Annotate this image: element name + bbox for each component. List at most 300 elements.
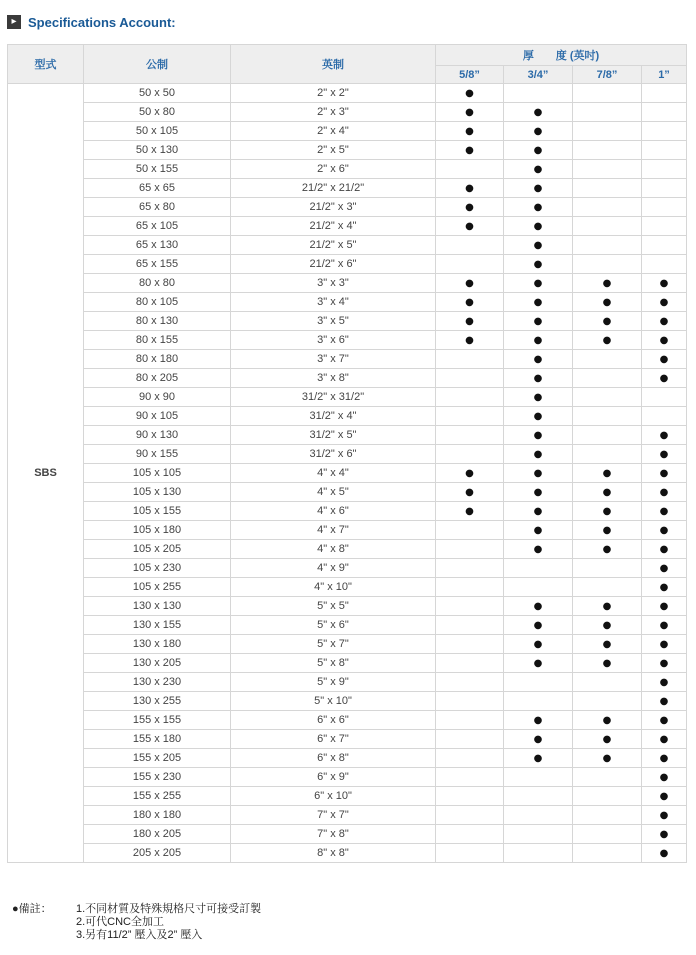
- thickness-cell: [573, 692, 642, 711]
- availability-dot: ●: [659, 848, 669, 859]
- availability-dot: ●: [533, 259, 543, 270]
- availability-dot: ●: [533, 449, 543, 460]
- availability-dot: ●: [533, 601, 543, 612]
- thickness-cell: [573, 616, 642, 635]
- table-row: [8, 578, 687, 597]
- thickness-cell: [573, 787, 642, 806]
- availability-dot: ●: [533, 202, 543, 213]
- thickness-cell: [436, 141, 504, 160]
- availability-dot: ●: [659, 468, 669, 479]
- thickness-cell: [436, 84, 504, 103]
- thickness-cell: [504, 578, 573, 597]
- metric-cell: 65 x 80: [84, 198, 231, 217]
- availability-dot: ●: [465, 145, 474, 156]
- header-model: 型式: [8, 45, 84, 84]
- availability-dot: ●: [533, 430, 543, 441]
- metric-cell: 50 x 80: [84, 103, 231, 122]
- table-row: [8, 749, 687, 768]
- metric-cell: 155 x 255: [84, 787, 231, 806]
- thickness-cell: [642, 483, 687, 502]
- table-row: [8, 103, 687, 122]
- thickness-cell: [573, 578, 642, 597]
- thickness-cell: [642, 673, 687, 692]
- table-row: [8, 464, 687, 483]
- table-row: [8, 331, 687, 350]
- imperial-cell: 6" x 9": [231, 768, 436, 787]
- notes-list: [76, 903, 476, 942]
- thickness-cell: [642, 787, 687, 806]
- thickness-cell: [436, 369, 504, 388]
- metric-cell: 105 x 105: [84, 464, 231, 483]
- metric-cell: 130 x 155: [84, 616, 231, 635]
- thickness-cell: [504, 521, 573, 540]
- thickness-cell: [642, 635, 687, 654]
- metric-cell: 105 x 180: [84, 521, 231, 540]
- metric-cell: 155 x 205: [84, 749, 231, 768]
- model-cell: SBS: [8, 84, 84, 863]
- thickness-cell: [642, 236, 687, 255]
- table-row: [8, 692, 687, 711]
- thickness-cell: [573, 312, 642, 331]
- thickness-cell: [504, 179, 573, 198]
- section-header: [7, 12, 176, 32]
- thickness-cell: [573, 426, 642, 445]
- table-row: [8, 407, 687, 426]
- availability-dot: ●: [659, 316, 669, 327]
- thickness-cell: [436, 521, 504, 540]
- thickness-cell: [504, 692, 573, 711]
- imperial-cell: 6" x 7": [231, 730, 436, 749]
- availability-dot: ●: [465, 107, 474, 118]
- thickness-cell: [642, 578, 687, 597]
- availability-dot: ●: [533, 715, 543, 726]
- availability-dot: ●: [602, 297, 612, 308]
- thickness-cell: [436, 711, 504, 730]
- metric-cell: 155 x 180: [84, 730, 231, 749]
- availability-dot: ●: [465, 183, 474, 194]
- availability-dot: ●: [533, 278, 543, 289]
- metric-cell: 105 x 255: [84, 578, 231, 597]
- thickness-cell: [436, 331, 504, 350]
- thickness-cell: [642, 445, 687, 464]
- availability-dot: ●: [533, 525, 543, 536]
- thickness-cell: [573, 806, 642, 825]
- imperial-cell: 5" x 7": [231, 635, 436, 654]
- availability-dot: ●: [659, 487, 669, 498]
- imperial-cell: 31/2" x 6": [231, 445, 436, 464]
- header-thickness-3-4: 3/4”: [504, 66, 573, 84]
- thickness-cell: [573, 635, 642, 654]
- imperial-cell: 2" x 4": [231, 122, 436, 141]
- table-row: [8, 673, 687, 692]
- thickness-cell: [642, 692, 687, 711]
- availability-dot: ●: [659, 430, 669, 441]
- availability-dot: ●: [533, 753, 543, 764]
- availability-dot: ●: [659, 639, 669, 650]
- table-row: [8, 179, 687, 198]
- imperial-cell: 21/2" x 6": [231, 255, 436, 274]
- thickness-cell: [642, 616, 687, 635]
- metric-cell: 105 x 155: [84, 502, 231, 521]
- availability-dot: ●: [602, 525, 612, 536]
- thickness-cell: [573, 711, 642, 730]
- thickness-cell: [642, 806, 687, 825]
- table-row: [8, 502, 687, 521]
- availability-dot: ●: [659, 829, 669, 840]
- metric-cell: 180 x 205: [84, 825, 231, 844]
- imperial-cell: 3" x 4": [231, 293, 436, 312]
- availability-dot: ●: [602, 658, 612, 669]
- thickness-cell: [436, 559, 504, 578]
- thickness-cell: [436, 350, 504, 369]
- thickness-cell: [504, 540, 573, 559]
- metric-cell: 50 x 105: [84, 122, 231, 141]
- thickness-cell: [573, 825, 642, 844]
- metric-cell: 65 x 155: [84, 255, 231, 274]
- table-row: [8, 616, 687, 635]
- thickness-cell: [573, 407, 642, 426]
- thickness-cell: [573, 483, 642, 502]
- imperial-cell: 5" x 5": [231, 597, 436, 616]
- thickness-cell: [504, 122, 573, 141]
- thickness-cell: [436, 673, 504, 692]
- thickness-cell: [573, 597, 642, 616]
- thickness-cell: [573, 236, 642, 255]
- thickness-cell: [642, 844, 687, 863]
- availability-dot: ●: [659, 772, 669, 783]
- thickness-cell: [642, 293, 687, 312]
- imperial-cell: 6" x 8": [231, 749, 436, 768]
- header-thickness: 厚 度 (英吋): [436, 45, 687, 66]
- metric-cell: 130 x 180: [84, 635, 231, 654]
- metric-cell: 180 x 180: [84, 806, 231, 825]
- thickness-cell: [642, 407, 687, 426]
- table-row: [8, 122, 687, 141]
- thickness-cell: [573, 331, 642, 350]
- thickness-cell: [504, 160, 573, 179]
- table-row: [8, 483, 687, 502]
- thickness-cell: [504, 141, 573, 160]
- availability-dot: ●: [533, 316, 543, 327]
- thickness-cell: [436, 597, 504, 616]
- metric-cell: 50 x 50: [84, 84, 231, 103]
- availability-dot: ●: [659, 696, 669, 707]
- thickness-cell: [436, 692, 504, 711]
- availability-dot: ●: [533, 145, 543, 156]
- availability-dot: ●: [533, 620, 543, 631]
- thickness-cell: [436, 407, 504, 426]
- thickness-cell: [504, 388, 573, 407]
- thickness-cell: [504, 825, 573, 844]
- thickness-cell: [642, 654, 687, 673]
- availability-dot: ●: [465, 468, 474, 479]
- table-row: [8, 274, 687, 293]
- thickness-cell: [573, 179, 642, 198]
- availability-dot: ●: [659, 335, 669, 346]
- availability-dot: ●: [602, 487, 612, 498]
- thickness-cell: [436, 426, 504, 445]
- availability-dot: ●: [659, 544, 669, 555]
- thickness-cell: [573, 445, 642, 464]
- thickness-cell: [642, 122, 687, 141]
- thickness-cell: [642, 369, 687, 388]
- table-row: [8, 426, 687, 445]
- imperial-cell: 31/2" x 5": [231, 426, 436, 445]
- imperial-cell: 21/2" x 21/2": [231, 179, 436, 198]
- table-row: [8, 141, 687, 160]
- table-row: [8, 293, 687, 312]
- thickness-cell: [436, 483, 504, 502]
- thickness-cell: [436, 464, 504, 483]
- imperial-cell: 21/2" x 4": [231, 217, 436, 236]
- table-row: [8, 559, 687, 578]
- availability-dot: ●: [602, 468, 612, 479]
- availability-dot: ●: [465, 297, 474, 308]
- availability-dot: ●: [533, 183, 543, 194]
- metric-cell: 80 x 105: [84, 293, 231, 312]
- thickness-cell: [436, 635, 504, 654]
- availability-dot: ●: [533, 335, 543, 346]
- availability-dot: ●: [533, 221, 543, 232]
- metric-cell: 155 x 230: [84, 768, 231, 787]
- metric-cell: 65 x 65: [84, 179, 231, 198]
- imperial-cell: 31/2" x 31/2": [231, 388, 436, 407]
- thickness-cell: [573, 654, 642, 673]
- metric-cell: 80 x 205: [84, 369, 231, 388]
- availability-dot: ●: [602, 734, 612, 745]
- table-row: [8, 255, 687, 274]
- thickness-cell: [642, 312, 687, 331]
- thickness-cell: [642, 160, 687, 179]
- thickness-cell: [504, 255, 573, 274]
- thickness-cell: [573, 198, 642, 217]
- thickness-cell: [504, 103, 573, 122]
- thickness-cell: [504, 312, 573, 331]
- header-thickness-1: 1”: [642, 66, 687, 84]
- thickness-cell: [642, 825, 687, 844]
- thickness-cell: [504, 293, 573, 312]
- thickness-cell: [436, 293, 504, 312]
- thickness-cell: [573, 84, 642, 103]
- thickness-cell: [504, 350, 573, 369]
- table-row: [8, 445, 687, 464]
- imperial-cell: 7" x 7": [231, 806, 436, 825]
- availability-dot: ●: [602, 278, 612, 289]
- metric-cell: 50 x 155: [84, 160, 231, 179]
- arrow-right-icon: ▸: [7, 15, 21, 29]
- availability-dot: ●: [465, 506, 474, 517]
- thickness-cell: [504, 369, 573, 388]
- thickness-cell: [504, 749, 573, 768]
- availability-dot: ●: [659, 373, 669, 384]
- thickness-cell: [642, 521, 687, 540]
- imperial-cell: 3" x 6": [231, 331, 436, 350]
- thickness-cell: [436, 312, 504, 331]
- imperial-cell: 5" x 6": [231, 616, 436, 635]
- thickness-cell: [573, 350, 642, 369]
- thickness-cell: [436, 806, 504, 825]
- thickness-cell: [504, 407, 573, 426]
- thickness-cell: [573, 559, 642, 578]
- thickness-cell: [642, 711, 687, 730]
- thickness-cell: [504, 426, 573, 445]
- thickness-cell: [573, 673, 642, 692]
- thickness-cell: [436, 825, 504, 844]
- thickness-cell: [642, 350, 687, 369]
- availability-dot: ●: [465, 278, 474, 289]
- imperial-cell: 4" x 7": [231, 521, 436, 540]
- thickness-cell: [504, 616, 573, 635]
- availability-dot: ●: [659, 506, 669, 517]
- availability-dot: ●: [533, 544, 543, 555]
- metric-cell: 65 x 105: [84, 217, 231, 236]
- table-row: [8, 844, 687, 863]
- availability-dot: ●: [533, 107, 543, 118]
- imperial-cell: 3" x 7": [231, 350, 436, 369]
- thickness-cell: [504, 464, 573, 483]
- metric-cell: 90 x 90: [84, 388, 231, 407]
- table-row: [8, 825, 687, 844]
- thickness-cell: [436, 654, 504, 673]
- imperial-cell: 31/2" x 4": [231, 407, 436, 426]
- availability-dot: ●: [533, 506, 543, 517]
- table-row: [8, 350, 687, 369]
- thickness-cell: [504, 483, 573, 502]
- thickness-cell: [573, 293, 642, 312]
- thickness-cell: [573, 103, 642, 122]
- thickness-cell: [642, 103, 687, 122]
- thickness-cell: [504, 502, 573, 521]
- thickness-cell: [573, 160, 642, 179]
- thickness-cell: [573, 388, 642, 407]
- availability-dot: ●: [533, 240, 543, 251]
- thickness-cell: [504, 445, 573, 464]
- table-row: [8, 160, 687, 179]
- imperial-cell: 4" x 4": [231, 464, 436, 483]
- thickness-cell: [642, 274, 687, 293]
- imperial-cell: 2" x 3": [231, 103, 436, 122]
- availability-dot: ●: [602, 753, 612, 764]
- metric-cell: 105 x 230: [84, 559, 231, 578]
- imperial-cell: 4" x 6": [231, 502, 436, 521]
- thickness-cell: [573, 464, 642, 483]
- availability-dot: ●: [465, 126, 474, 137]
- thickness-cell: [642, 255, 687, 274]
- availability-dot: ●: [602, 715, 612, 726]
- thickness-cell: [573, 844, 642, 863]
- metric-cell: 105 x 205: [84, 540, 231, 559]
- header-imperial: 英制: [231, 45, 436, 84]
- imperial-cell: 4" x 8": [231, 540, 436, 559]
- imperial-cell: 5" x 8": [231, 654, 436, 673]
- metric-cell: 90 x 130: [84, 426, 231, 445]
- thickness-cell: [436, 198, 504, 217]
- thickness-cell: [504, 654, 573, 673]
- table-row: [8, 597, 687, 616]
- notes-label: ●備註：: [12, 903, 52, 915]
- thickness-cell: [642, 426, 687, 445]
- availability-dot: ●: [659, 525, 669, 536]
- availability-dot: ●: [465, 316, 474, 327]
- availability-dot: ●: [659, 734, 669, 745]
- thickness-cell: [504, 274, 573, 293]
- thickness-cell: [573, 255, 642, 274]
- imperial-cell: 3" x 5": [231, 312, 436, 331]
- availability-dot: ●: [602, 335, 612, 346]
- availability-dot: ●: [659, 563, 669, 574]
- availability-dot: ●: [659, 658, 669, 669]
- availability-dot: ●: [602, 620, 612, 631]
- imperial-cell: 4" x 5": [231, 483, 436, 502]
- metric-cell: 130 x 230: [84, 673, 231, 692]
- metric-cell: 205 x 205: [84, 844, 231, 863]
- availability-dot: ●: [465, 487, 474, 498]
- metric-cell: 80 x 130: [84, 312, 231, 331]
- availability-dot: ●: [533, 392, 543, 403]
- thickness-cell: [504, 559, 573, 578]
- imperial-cell: 3" x 8": [231, 369, 436, 388]
- thickness-cell: [436, 255, 504, 274]
- availability-dot: ●: [533, 354, 543, 365]
- thickness-cell: [504, 331, 573, 350]
- imperial-cell: 2" x 2": [231, 84, 436, 103]
- thickness-cell: [504, 787, 573, 806]
- availability-dot: ●: [533, 126, 543, 137]
- metric-cell: 80 x 155: [84, 331, 231, 350]
- table-row: [8, 84, 687, 103]
- availability-dot: ●: [602, 601, 612, 612]
- thickness-cell: [436, 217, 504, 236]
- imperial-cell: 5" x 10": [231, 692, 436, 711]
- header-metric: 公制: [84, 45, 231, 84]
- table-row: [8, 730, 687, 749]
- availability-dot: ●: [533, 411, 543, 422]
- thickness-cell: [642, 597, 687, 616]
- availability-dot: ●: [465, 221, 474, 232]
- metric-cell: 90 x 155: [84, 445, 231, 464]
- thickness-cell: [642, 559, 687, 578]
- imperial-cell: 8" x 8": [231, 844, 436, 863]
- imperial-cell: 21/2" x 3": [231, 198, 436, 217]
- thickness-cell: [642, 84, 687, 103]
- thickness-cell: [436, 540, 504, 559]
- thickness-cell: [642, 388, 687, 407]
- availability-dot: ●: [602, 506, 612, 517]
- table-row: [8, 711, 687, 730]
- availability-dot: ●: [659, 601, 669, 612]
- thickness-cell: [436, 236, 504, 255]
- thickness-cell: [504, 198, 573, 217]
- imperial-cell: 2" x 6": [231, 160, 436, 179]
- metric-cell: 90 x 105: [84, 407, 231, 426]
- header-thickness-7-8: 7/8”: [573, 66, 642, 84]
- thickness-cell: [504, 673, 573, 692]
- thickness-cell: [436, 179, 504, 198]
- thickness-cell: [436, 445, 504, 464]
- thickness-cell: [573, 749, 642, 768]
- metric-cell: 65 x 130: [84, 236, 231, 255]
- thickness-cell: [504, 711, 573, 730]
- thickness-cell: [436, 768, 504, 787]
- metric-cell: 130 x 255: [84, 692, 231, 711]
- note-item: 1.不同材質及特殊規格尺寸可接受訂製: [76, 903, 262, 915]
- thickness-cell: [642, 331, 687, 350]
- availability-dot: ●: [659, 810, 669, 821]
- thickness-cell: [642, 198, 687, 217]
- table-row: [8, 217, 687, 236]
- metric-cell: 80 x 180: [84, 350, 231, 369]
- table-row: [8, 654, 687, 673]
